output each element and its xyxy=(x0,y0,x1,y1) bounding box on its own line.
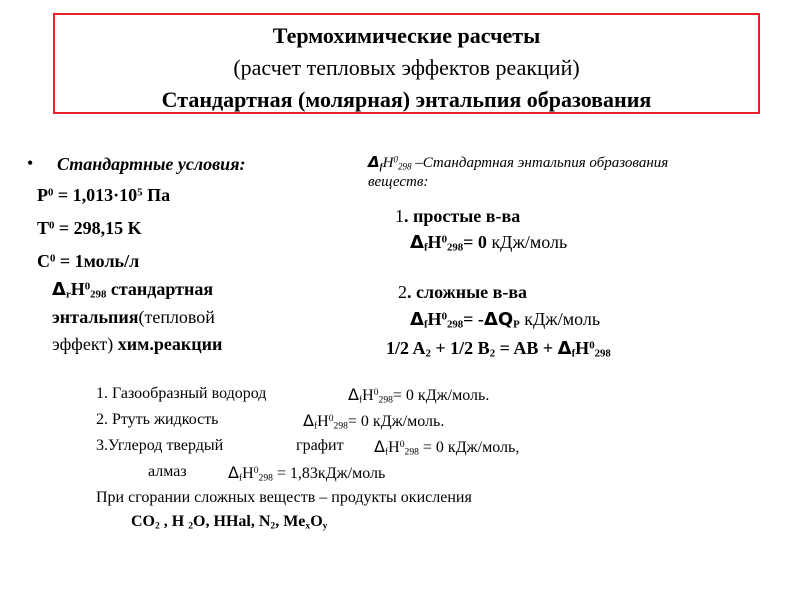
example-carbon-graphite-value: $\Delta_fH^0_{298} = 0$ кДж/моль, xyxy=(374,437,520,458)
title-line-3: Стандартная (молярная) энтальпия образования xyxy=(161,87,652,112)
reaction-enthalpy-line-2: энтальпия(тепловой xyxy=(52,307,215,327)
example-diamond-value: $\Delta_fH^0_{298}$ = 1,83кДж/моль xyxy=(228,463,386,484)
example-carbon-graphite: графит xyxy=(296,437,344,454)
complex-substances-equation: $\Delta_fH^0_{298}= -\Delta Q_P$ кДж/моль xyxy=(410,309,601,331)
formation-enthalpy-definition-1: $\Delta_fH^0_{298}$ –Стандартная энтальпия образования xyxy=(368,153,669,172)
example-hydrogen: 1. Газообразный водород xyxy=(96,385,267,402)
reaction-enthalpy-line-1: $\Delta_rH^0_{298}$ стандартная xyxy=(52,279,214,301)
title-line-1: Термохимические расчеты xyxy=(272,23,541,48)
formation-enthalpy-definition-2: веществ: xyxy=(368,174,429,190)
conditions-heading: Стандартные условия: xyxy=(57,154,246,174)
simple-substances-equation: $\Delta_fH^0_{298}= 0$ кДж/моль xyxy=(410,232,568,254)
concentration-line: $C^0$ = 1моль/л xyxy=(37,251,140,271)
example-diamond: алмаз xyxy=(148,463,187,480)
pressure-line: $P^0 = 1,013\cdot 10^5$ Па xyxy=(37,185,171,205)
example-carbon: 3.Углерод твердый xyxy=(96,437,224,454)
example-hydrogen-value: $\Delta_fH^0_{298}= 0$ кДж/моль. xyxy=(348,385,490,406)
combustion-products: $CO_2$ , H $_2$O, HHal, $N_2$, $Me_xO_y$ xyxy=(131,513,328,532)
complex-substances-heading: 2. сложные в-ва xyxy=(398,282,528,302)
title-box xyxy=(53,13,760,114)
example-mercury: 2. Ртуть жидкость xyxy=(96,411,219,428)
simple-substances-heading: 1. простые в-ва xyxy=(395,206,521,226)
combustion-text: При сгорании сложных веществ – продукты окисления xyxy=(96,489,472,506)
formation-reaction-equation: 1/2 $A_2 + 1/2$ $B_2$ = AB + $\Delta_fH^0_{298}$ xyxy=(386,338,611,360)
reaction-enthalpy-line-3: эффект) хим.реакции xyxy=(52,334,223,354)
title-line-2: (расчет тепловых эффектов реакций) xyxy=(233,55,580,80)
example-mercury-value: $\Delta_fH^0_{298}= 0$ кДж/моль. xyxy=(303,411,445,432)
bullet: • xyxy=(27,153,34,173)
temperature-line: $T^0 = 298,15$ K xyxy=(37,218,142,238)
